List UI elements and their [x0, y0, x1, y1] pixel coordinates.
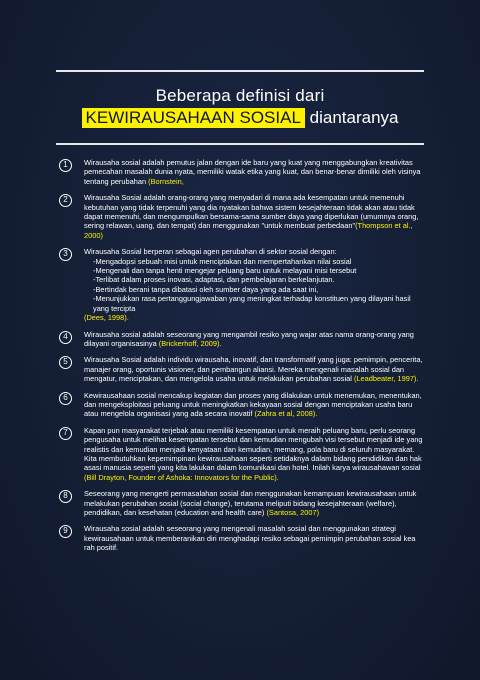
- definition-text: Wirausaha sosial adalah seseorang yang mengambil resiko yang wajar atas nama orang-orang yang dilayani organisasinya: [84, 329, 414, 348]
- definition-text: Kewirausahaan sosial mencakup kegiatan dan proses yang dilakukan untuk menemukan, menentukan, dan mengeksploitasi peluang untuk meningkatkan kekayaan sosial dengan menciptakan usaha baru atau mengelola organisasi yang ada secara inovatif: [84, 390, 422, 419]
- sub-point: -Terlibat dalam proses inovasi, adaptasi, dan pembelajaran berkelanjutan.: [93, 275, 335, 285]
- sub-point: -Mengenali dan tanpa henti mengejar peluang baru untuk melayani misi tersebut: [93, 266, 357, 276]
- definition-text: Wirausaha Sosial berperan sebagai agen perubahan di sektor sosial dengan:: [84, 247, 337, 257]
- title-suffix: diantaranya: [304, 108, 399, 127]
- definition-item: [56, 355, 426, 383]
- citation: (Zahra et al, 2008).: [254, 409, 318, 419]
- sub-point: -Menunjukkan rasa pertanggungjawaban yang meningkat terhadap konstituen yang dilayani hasil yang tercipta: [93, 294, 411, 313]
- definition-item: [56, 330, 426, 349]
- title-line-2: [0, 108, 480, 128]
- item-number-badge: 1: [59, 159, 72, 172]
- bottom-divider: [56, 143, 424, 145]
- definition-text: Wirausaha Sosial adalah orang-orang yang menyadari di mana ada kesempatan untuk memenuhi kebutuhan yang tidak terpenuhi yang dia nyatakan bahwa sistem kesejahteraan tidak akan atau tidak dapat memenuhi, dan mengumpulkan bersama-sama sumber daya yang diperlukan (umumnya orang, sering relawan, uang, dan tempat) dan menggunakan "untuk membuat perbedaan": [84, 193, 419, 231]
- item-number-badge: 9: [59, 525, 72, 538]
- item-number-badge: 2: [59, 194, 72, 207]
- title-highlight: KEWIRAUSAHAAN SOSIAL: [82, 108, 305, 128]
- citation: (Brickerhoff, 2009).: [158, 338, 222, 348]
- definition-item: [56, 193, 426, 240]
- sub-point: -Mengadopsi sebuah misi untuk menciptakan dan mempertahankan nilai sosial: [93, 256, 352, 266]
- definition-text: Wirausaha Sosial adalah individu wirausaha, inovatif, dan transformatif yang juga: pemimpin, pencerita, manajer orang, oportunis visioner, dan pembangun aliansi. Mereka mengenali masalah sosial dan mengatur, menciptakan, dan mengelola usaha untuk melakukan perubahan sosial: [84, 355, 423, 384]
- definition-item: [56, 158, 426, 186]
- citation: (Bornstein,: [148, 176, 184, 186]
- definition-item: [56, 524, 426, 552]
- citation: (Thompson et al., 2000): [84, 221, 413, 240]
- item-number-badge: 8: [59, 490, 72, 503]
- definition-text: Seseorang yang mengerti permasalahan sosial dan menggunakan kemampuan kewirausahaan untuk melakukan perubahan sosial (social change), terutama meliputi bidang kesejahteraan (welfare), pendidikan, dan kesehatan (education and health care): [84, 489, 417, 517]
- definition-text: Kapan pun masyarakat terjebak atau memiliki kesempatan untuk meraih peluang baru, perlu seorang pengusaha untuk melihat kesempatan tersebut dan kemudian mengubah visi tersebut menjadi ide yang realistis dan kemudian menjadi kenyataan dan kemudian, memang, pola baru di seluruh masyarakat. Kita membutuhkan kepemimpinan kewirausahaan seperti setidaknya dalam bidang pendidikan dan hak asasi manusia seperti yang kita lakukan dalam komunikasi dan hotel. Inilah karya wirausahawan sosial: [84, 425, 423, 473]
- citation: (Bill Drayton, Founder of Ashoka: Innovators for the Public).: [84, 472, 279, 482]
- definition-item: [56, 247, 426, 322]
- definition-text: Wirausaha sosial adalah seseorang yang mengenali masalah sosial dan menggunakan strategi kewirausahaan untuk memberanikan diri menghadapi resiko sebagai pemimpin perubahan sosial kea rah positif.: [84, 524, 416, 553]
- definition-text: Wirausaha sosial adalah pemutus jalan dengan ide baru yang kuat yang menggabungkan kreativitas pemecahan masalah dunia nyata, memiliki watak etika yang kuat, dan benar-benar dimiliki oleh visinya tentang perubahan: [84, 158, 421, 186]
- item-number-badge: 6: [59, 392, 72, 405]
- item-number-badge: 7: [59, 427, 72, 440]
- citation: (Leadbeater, 1997).: [353, 374, 419, 384]
- definition-item: [56, 489, 426, 517]
- definition-item: [56, 391, 426, 419]
- citation: (Santosa, 2007): [266, 508, 320, 517]
- citation: (Dees, 1998).: [84, 313, 129, 323]
- title-line-1: Beberapa definisi dari: [155, 86, 325, 105]
- definition-item: [56, 426, 426, 482]
- item-number-badge: 3: [59, 248, 72, 261]
- definition-list: [56, 158, 426, 560]
- sub-point: -Bertindak berani tanpa dibatasi oleh sumber daya yang ada saat ini,: [93, 284, 319, 294]
- item-number-badge: 5: [59, 356, 72, 369]
- top-divider: [56, 70, 424, 72]
- item-number-badge: 4: [59, 331, 72, 344]
